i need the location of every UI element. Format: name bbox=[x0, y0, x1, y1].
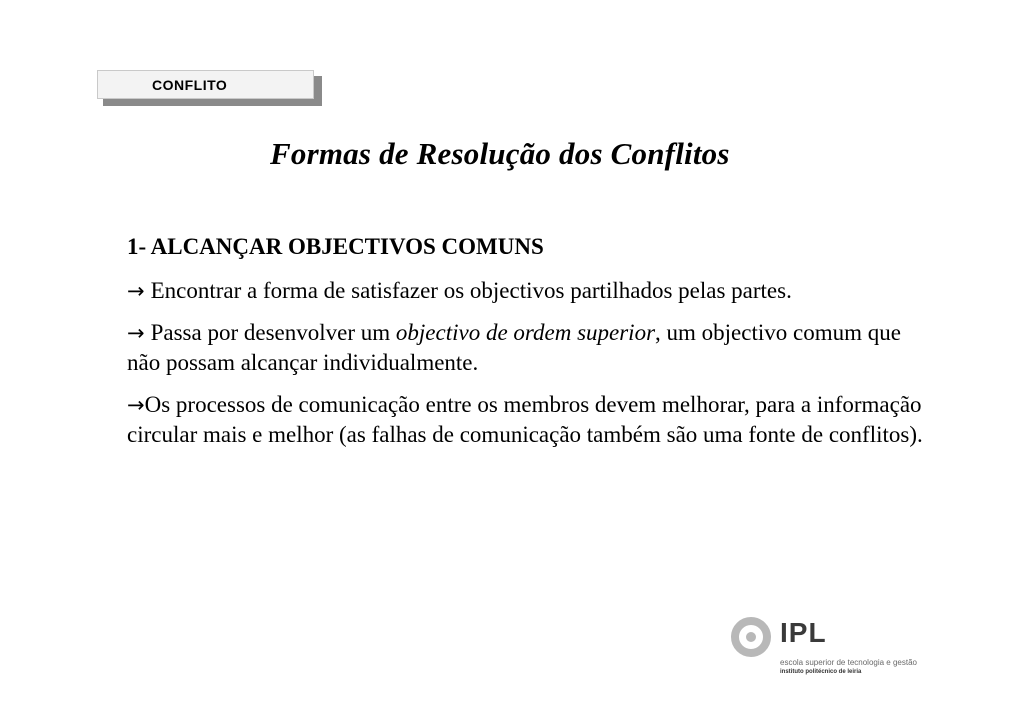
arrow-right-icon: → bbox=[127, 393, 145, 417]
bullet-2 bbox=[127, 318, 927, 378]
logo-institute: instituto politécnico de leiria bbox=[780, 669, 862, 675]
slide-title: Formas de Resolução dos Conflitos bbox=[270, 136, 730, 171]
bullet-3 bbox=[127, 390, 927, 450]
logo-school: escola superior de tecnologia e gestão bbox=[780, 658, 917, 667]
slide-content bbox=[127, 232, 927, 462]
logo-name: IPL bbox=[780, 617, 827, 648]
section-heading: 1- ALCANÇAR OBJECTIVOS COMUNS bbox=[127, 234, 544, 259]
bullet-2-text-italic: objectivo de ordem superior bbox=[395, 320, 656, 345]
bullet-2-text-before: Passa por desenvolver um bbox=[150, 320, 391, 345]
section-tag-label: CONFLITO bbox=[97, 70, 314, 99]
bullet-1 bbox=[127, 276, 927, 306]
arrow-right-icon: → bbox=[127, 279, 145, 303]
bullet-2-text-after: , um objectivo comum que não possam alcançar individualmente. bbox=[127, 320, 901, 375]
ipl-logo-ring-icon bbox=[730, 616, 772, 658]
ipl-logo bbox=[722, 612, 942, 682]
bullet-3-text: Os processos de comunicação entre os membros devem melhorar, para a informação circular mais e melhor (as falhas de comunicação também são uma fonte de conflitos). bbox=[127, 392, 923, 447]
arrow-right-icon: → bbox=[127, 321, 145, 345]
bullet-1-text: Encontrar a forma de satisfazer os objectivos partilhados pelas partes. bbox=[150, 278, 792, 303]
section-tag bbox=[97, 70, 325, 108]
